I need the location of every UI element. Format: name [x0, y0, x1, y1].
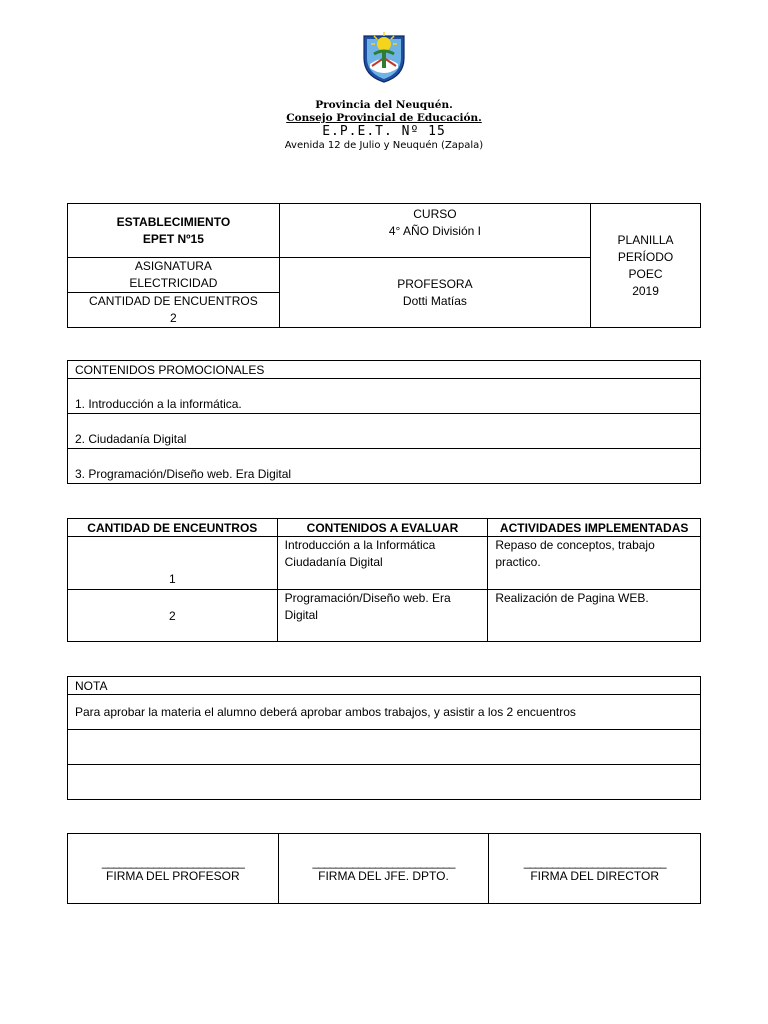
- row-actividad-line: Realización de Pagina WEB.: [495, 591, 649, 605]
- nota-blank-row: [68, 765, 701, 800]
- nota-table: [67, 676, 701, 800]
- asignatura-cell: [68, 258, 280, 293]
- signature-director: [489, 834, 701, 904]
- row-actividad: [488, 537, 701, 590]
- contenido-item: 1. Introducción a la informática.: [68, 379, 701, 414]
- row-number: 1: [68, 537, 278, 590]
- establecimiento-value: EPET Nº15: [142, 231, 204, 246]
- row-contenido-line: Programación/Diseño web. Era: [284, 591, 451, 605]
- school-address: Avenida 12 de Julio y Neuquén (Zapala): [284, 140, 484, 151]
- asignatura-value: ELECTRICIDAD: [129, 276, 218, 290]
- asignatura-label: ASIGNATURA: [134, 259, 212, 273]
- contenido-item: 2. Ciudadanía Digital: [68, 414, 701, 449]
- nota-text: Para aprobar la materia el alumno deberá aprobar ambos trabajos, y asistir a los 2 encuentros: [68, 695, 701, 730]
- row-actividad-line: Repaso de conceptos, trabajo: [495, 538, 655, 552]
- table-row: [68, 537, 701, 590]
- contenido-item: 3. Programación/Diseño web. Era Digital: [68, 449, 701, 484]
- row-contenido: [277, 590, 488, 642]
- signature-line: _________________________: [523, 854, 666, 869]
- row-contenido-line: Introducción a la Informática: [284, 538, 436, 552]
- col-header-encuentros: CANTIDAD DE ENCEUNTROS: [68, 519, 278, 537]
- establecimiento-cell: [68, 204, 280, 258]
- contenidos-table: [67, 360, 701, 484]
- row-actividad: [488, 590, 701, 642]
- signatures-table: [67, 833, 701, 904]
- signature-jefe-label: FIRMA DEL JFE. DPTO.: [318, 868, 449, 883]
- signature-line: _________________________: [312, 854, 455, 869]
- encuentros-value: 2: [170, 311, 177, 325]
- header-table: [67, 203, 701, 328]
- contenidos-title: CONTENIDOS PROMOCIONALES: [68, 361, 701, 379]
- encuentros-label: CANTIDAD DE ENCUENTROS: [89, 294, 258, 308]
- curso-label: CURSO: [413, 207, 457, 221]
- signature-line: _________________________: [101, 854, 244, 869]
- profesora-cell: [279, 258, 590, 328]
- profesora-label: PROFESORA: [397, 276, 473, 291]
- curso-cell: [279, 204, 590, 258]
- planilla-line-2: PERÍODO: [617, 249, 674, 264]
- signature-director-label: FIRMA DEL DIRECTOR: [530, 868, 659, 883]
- evaluation-table: [67, 518, 701, 642]
- signature-profesor-label: FIRMA DEL PROFESOR: [106, 868, 240, 883]
- planilla-line-1: PLANILLA: [617, 232, 674, 247]
- neuquen-coat-of-arms-logo: [358, 28, 410, 84]
- profesora-value: Dotti Matías: [402, 293, 467, 308]
- encuentros-cell: [68, 293, 280, 328]
- row-actividad-line: practico.: [495, 555, 541, 569]
- establecimiento-label: ESTABLECIMIENTO: [116, 214, 231, 229]
- signature-jefe: [278, 834, 489, 904]
- curso-value: 4° AÑO División I: [388, 224, 481, 238]
- col-header-contenidos: CONTENIDOS A EVALUAR: [277, 519, 488, 537]
- planilla-line-4: 2019: [632, 283, 659, 298]
- nota-blank-row: [68, 730, 701, 765]
- planilla-line-3: POEC: [628, 266, 663, 281]
- row-contenido: [277, 537, 488, 590]
- province-heading: Provincia del Neuquén.: [315, 99, 453, 111]
- col-header-actividades: ACTIVIDADES IMPLEMENTADAS: [488, 519, 701, 537]
- table-row: [68, 590, 701, 642]
- council-heading: [0, 112, 768, 124]
- planilla-cell: [591, 204, 701, 328]
- school-title: E.P.E.T. Nº 15: [322, 124, 446, 139]
- council-text: Consejo Provincial de Educación.: [286, 112, 482, 124]
- row-contenido-line: Digital: [284, 608, 318, 622]
- signature-profesor: [68, 834, 279, 904]
- row-contenido-line: Ciudadanía Digital: [284, 555, 383, 569]
- nota-title: NOTA: [68, 677, 701, 695]
- row-number: 2: [68, 590, 278, 642]
